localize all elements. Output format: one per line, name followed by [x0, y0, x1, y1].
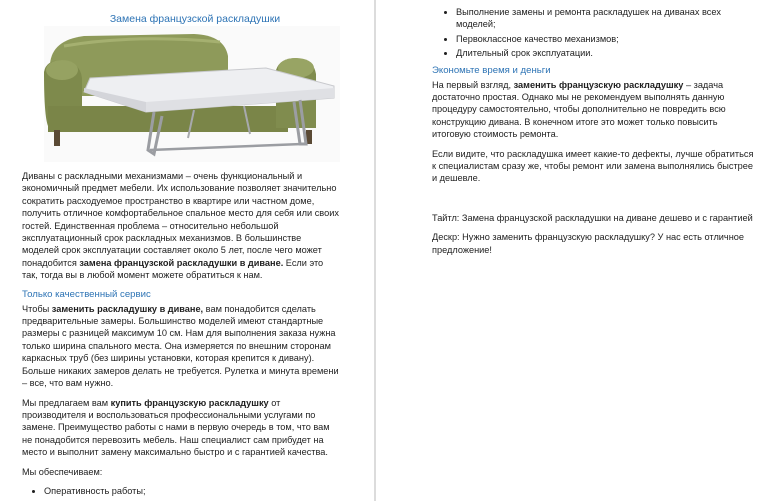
left-page: [0, 0, 374, 501]
right-body-text: [432, 0, 758, 263]
seo-description-line: Дескр: Нужно заменить французскую раскладушку? У нас есть отличное предложение!: [432, 232, 745, 255]
list-item: • Выполнение замены и ремонта раскладушек на диванах всех моделей;: [456, 6, 758, 31]
paragraph-first-look: На первый взгляд, заменить французскую раскладушку – задача достаточно простая. Однако мы не рекомендуем выполнять данную процедуру самостоятельно, чтобы дополнительно не повредить всю конструкцию дивана. В конечном итоге это может только повысить итоговую стоимость ремонта.: [432, 79, 726, 140]
paragraph-defects: Если видите, что раскладушка имеет какие-то дефекты, лучше обратиться к специалистам сразу же, чтобы ремонт или замена выполнялись быстрее и дешевле.: [432, 148, 754, 184]
heading-quality-service: Только качественный сервис: [22, 288, 151, 300]
sofa-bed-image: [44, 26, 340, 162]
right-page: [376, 0, 768, 501]
list-item: • Длительный срок эксплуатации.: [456, 47, 758, 59]
image-caption: Замена французской раскладушки: [109, 13, 281, 25]
provide-list-continued: [432, 6, 758, 60]
paragraph-we-provide: Мы обеспечиваем:: [22, 466, 103, 477]
paragraph-intro: Диваны с раскладными механизмами – очень функциональный и экономичный предмет мебели. Их использование позволяет значительно сократить расходуемое пространство в квартире или частном доме, получить отличное комфортабельное спальное место для себя или своих гостей. Единственная проблема – относительно небольшой эксплуатационный срок раскладных механизмов. В большинстве моделей срок эксплуатации составляет около 5 лет, после чего может понадобится замена французской раскладушки в диване. Если это так, тогда вы в любой момент можете обратиться к нам.: [22, 171, 339, 281]
seo-title-line: Тайтл: Замена французской раскладушки на диване дешево и с гарантией: [432, 212, 753, 223]
list-item: • Первоклассное качество механизмов;: [456, 33, 758, 45]
provide-list: [22, 485, 340, 497]
paragraph-offer: Мы предлагаем вам купить французскую раскладушку от производителя и воспользоваться профессиональными услугами по замене. Преимущество работы с нами в первую очередь в том, что вам не понадобится перевозить мебель. Наш специалист сам прибудет на место и выполнит замену максимально быстро и с гарантией качества.: [22, 397, 330, 458]
spacer: [432, 192, 758, 212]
heading-save-time-money: Экономьте время и деньги: [432, 64, 551, 76]
left-body-text: [22, 170, 340, 499]
paragraph-measurements: Чтобы заменить раскладушку в диване, вам понадобится сделать предварительные замеры. Большинство моделей имеют стандартные размеры с разницей максимум 10 см. Нам для выполнения заказа нужна только ширина спального места. Она измеряется по внешним сторонам каркасных труб (без ширины установки, которая крепится к дивану). Больше никаких замеров делать не требуется. Рулетка и минута времени – все, что вам нужно.: [22, 303, 339, 389]
list-item: • Оперативность работы;: [44, 485, 340, 497]
